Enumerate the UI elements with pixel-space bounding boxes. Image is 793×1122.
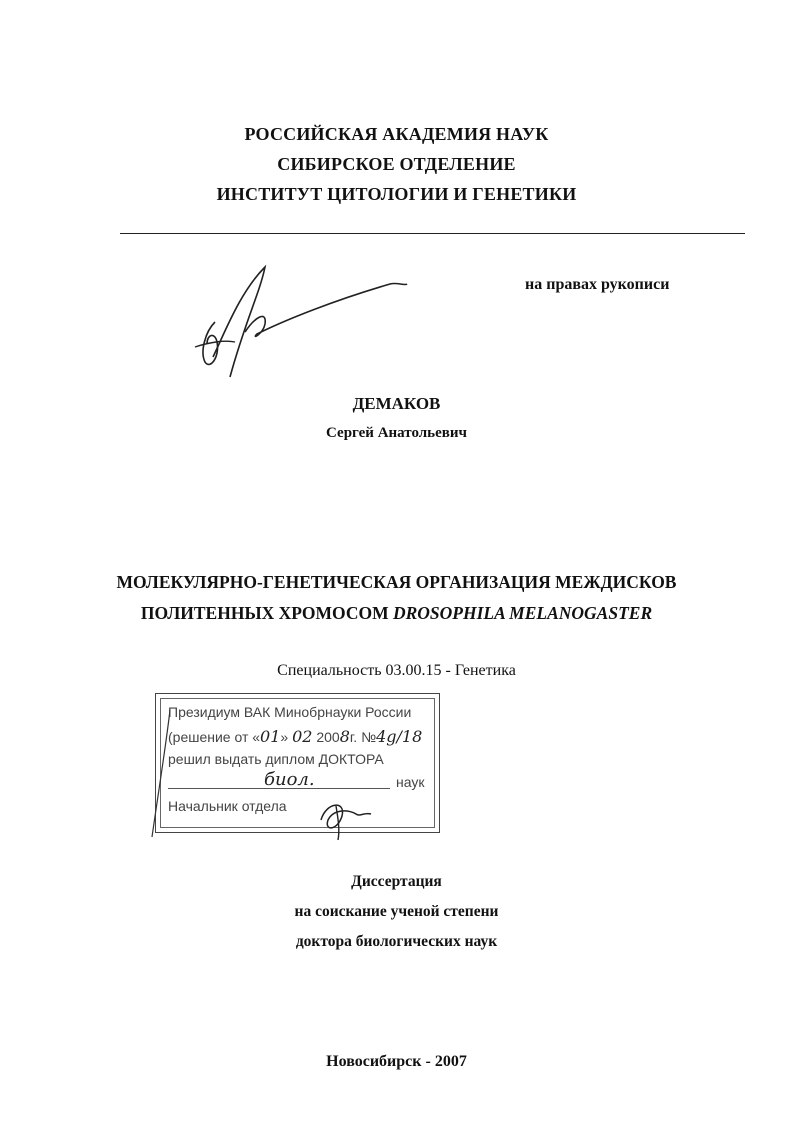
dissertation-title-line-1: МОЛЕКУЛЯРНО-ГЕНЕТИЧЕСКАЯ ОРГАНИЗАЦИЯ МЕЖДИСКОВ xyxy=(116,572,677,592)
degree-line-2: на соискание ученой степени xyxy=(294,903,499,920)
stamp-line-1: Президиум ВАК Минобрнауки России xyxy=(168,704,412,720)
stamp-line-5: Начальник отдела xyxy=(168,798,287,814)
stamp-month: 02 xyxy=(292,727,313,746)
stamp-field-handwritten: биол. xyxy=(264,769,315,790)
specialty: Специальность 03.00.15 - Генетика xyxy=(277,662,516,679)
title-plain-part: ПОЛИТЕННЫХ ХРОМОСОМ xyxy=(140,603,393,623)
author-surname: ДЕМАКОВ xyxy=(352,394,441,413)
stamp-signature xyxy=(316,792,376,842)
author-signature xyxy=(185,262,415,382)
degree-line-3: доктора биологических наук xyxy=(295,933,498,950)
header-divider xyxy=(120,233,745,234)
institution-line-3: ИНСТИТУТ ЦИТОЛОГИИ И ГЕНЕТИКИ xyxy=(216,184,577,204)
author-given-names: Сергей Анатольевич xyxy=(326,425,467,441)
degree-line-1: Диссертация xyxy=(351,873,442,890)
stamp-day: 01 xyxy=(260,727,281,746)
institution-line-1: РОССИЙСКАЯ АКАДЕМИЯ НАУК xyxy=(244,124,549,144)
rights-note: на правах рукописи xyxy=(525,276,670,293)
institution-line-2: СИБИРСКОЕ ОТДЕЛЕНИЕ xyxy=(277,154,516,174)
stamp-line-2: (решение от «01» 02 2008г. №4g/18 xyxy=(168,727,423,746)
stamp-line-4-suffix: наук xyxy=(396,774,425,790)
margin-mark xyxy=(148,705,178,845)
city-year: Новосибирск - 2007 xyxy=(326,1053,467,1070)
dissertation-title-line-2 xyxy=(0,603,793,624)
stamp-year-digit: 8 xyxy=(339,727,350,746)
stamp-line-3: решил выдать диплом ДОКТОРА xyxy=(168,751,384,767)
vak-stamp xyxy=(155,693,440,833)
title-italic-part: DROSOPHILA MELANOGASTER xyxy=(392,603,653,623)
stamp-number: 4g/18 xyxy=(376,727,423,746)
